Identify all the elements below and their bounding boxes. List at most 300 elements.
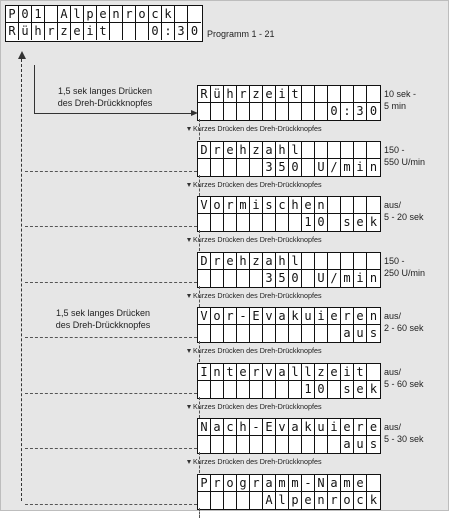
- header-row-2-cell: :: [162, 23, 175, 40]
- screen-display-row-2: [198, 159, 380, 176]
- screen-row-1-cell: u: [315, 419, 328, 436]
- screen-row-1-cell: R: [198, 86, 211, 103]
- screen-row-2-cell: p: [289, 492, 302, 509]
- screen-display-row-1: [198, 364, 380, 381]
- screen-row-1-cell: [302, 253, 315, 270]
- program-range-label: Programm 1 - 21: [207, 29, 275, 39]
- short-press-text: Kurzes Drücken des Dreh-Drückknopfes: [193, 179, 322, 189]
- screen-row-2-cell: [328, 214, 341, 231]
- screen-row-2-cell: 5: [276, 270, 289, 287]
- screen-row-1-cell: r: [211, 142, 224, 159]
- screen-row-1-cell: e: [224, 253, 237, 270]
- screen-row-2-cell: [315, 436, 328, 453]
- screen-row-2-cell: [328, 436, 341, 453]
- screen-row-2-cell: [276, 103, 289, 120]
- dashed-connector: [25, 448, 197, 449]
- screen-row-1-cell: l: [302, 364, 315, 381]
- screen-row-2-cell: l: [276, 492, 289, 509]
- dashed-connector: [25, 393, 197, 394]
- screen-row-2-cell: [289, 436, 302, 453]
- screen-row-2-cell: [224, 159, 237, 176]
- screen-row-1-cell: r: [224, 197, 237, 214]
- screen-row-2-cell: 3: [354, 103, 367, 120]
- screen-row-1-cell: [354, 253, 367, 270]
- screen-row-2-cell: r: [328, 492, 341, 509]
- screen-row-2-cell: 1: [302, 214, 315, 231]
- value-range-label: 150 - 250 U/min: [384, 255, 426, 278]
- screen-display-row-1: [198, 308, 380, 325]
- screen-row-1-cell: e: [328, 364, 341, 381]
- screen-row-1-cell: t: [354, 364, 367, 381]
- screen-row-1-cell: u: [302, 308, 315, 325]
- screen-row-1-cell: n: [367, 308, 380, 325]
- header-display-row-2: [6, 23, 201, 40]
- screen-row-1-cell: v: [276, 419, 289, 436]
- screen-row-1-cell: a: [289, 419, 302, 436]
- screen-row-1-cell: m: [289, 475, 302, 492]
- screen-row-2-cell: o: [341, 492, 354, 509]
- screen-row-2-cell: [237, 381, 250, 398]
- screen-row-1-cell: r: [354, 419, 367, 436]
- screen-row-2-cell: 0: [289, 159, 302, 176]
- screen-row-1-cell: l: [289, 142, 302, 159]
- screen-row-1-cell: [367, 475, 380, 492]
- header-row-1-cell: 0: [19, 6, 32, 23]
- screen-row-2-cell: [224, 325, 237, 342]
- screen-row-2-cell: 0: [328, 103, 341, 120]
- screen-row-1-cell: h: [237, 142, 250, 159]
- down-triangle-icon: [187, 349, 191, 353]
- header-row-2-cell: [110, 23, 123, 40]
- header-row-2-cell: [136, 23, 149, 40]
- entry-line-horizontal: [34, 113, 192, 114]
- screen-row-2-cell: i: [354, 159, 367, 176]
- screen-row-2-cell: U: [315, 270, 328, 287]
- dashed-connector: [25, 226, 197, 227]
- header-display: [5, 5, 203, 42]
- screen-row-1-cell: v: [263, 364, 276, 381]
- screen-row-1-cell: [367, 364, 380, 381]
- screen-row-2-cell: [263, 103, 276, 120]
- screen-row-2-cell: [315, 325, 328, 342]
- header-row-1-cell: [45, 6, 58, 23]
- screen-display: [197, 474, 381, 510]
- screen-row-2-cell: [302, 436, 315, 453]
- screen-row-1-cell: i: [341, 364, 354, 381]
- screen-row-2-cell: [302, 270, 315, 287]
- entry-line: [34, 65, 35, 113]
- dashed-connector: [25, 337, 197, 338]
- screen-row-2-cell: [237, 103, 250, 120]
- screen-row-2-cell: A: [263, 492, 276, 509]
- screen-row-1-cell: [341, 253, 354, 270]
- screen-row-2-cell: [289, 325, 302, 342]
- screen-row-2-cell: [250, 381, 263, 398]
- header-row-1-cell: k: [162, 6, 175, 23]
- screen-row-2-cell: [224, 492, 237, 509]
- screen-row-1-cell: [328, 142, 341, 159]
- screen-row-1-cell: a: [276, 308, 289, 325]
- header-row-1-cell: A: [58, 6, 71, 23]
- screen-row-2-cell: [276, 214, 289, 231]
- short-press-text: Kurzes Drücken des Dreh-Drückknopfes: [193, 457, 322, 466]
- screen-row-2-cell: n: [369, 159, 378, 174]
- screen-row-1-cell: -: [237, 308, 250, 325]
- screen-display: [197, 307, 381, 343]
- screen-row-1-cell: E: [250, 308, 263, 325]
- screen-row-1-cell: [315, 253, 328, 270]
- screen-display-row-2: [198, 381, 380, 398]
- screen-row-1-cell: r: [237, 86, 250, 103]
- screen-row-1-cell: a: [263, 475, 276, 492]
- screen-row-2-cell: [250, 214, 263, 231]
- screen-row-1-cell: I: [198, 364, 211, 381]
- screen-row-2-cell: e: [354, 214, 367, 231]
- header-row-1-cell: e: [97, 6, 110, 23]
- screen-row-1-cell: [341, 142, 354, 159]
- dashed-connector: [25, 504, 197, 505]
- short-press-note: [187, 457, 322, 466]
- screen-display-row-1: [198, 86, 380, 103]
- screen-row-2-cell: k: [369, 215, 378, 229]
- header-row-2-cell: r: [45, 23, 58, 40]
- screen-row-2-cell: [211, 159, 224, 176]
- screen-display: [197, 418, 381, 454]
- screen-row-1-cell: i: [328, 419, 341, 436]
- screen-row-2-cell: k: [369, 492, 378, 507]
- screen-row-1-cell: E: [263, 419, 276, 436]
- screen-row-1-cell: V: [198, 308, 211, 325]
- screen-row-1-cell: c: [224, 419, 237, 436]
- screen-row-2-cell: [263, 325, 276, 342]
- screen-row-1-cell: z: [250, 142, 263, 159]
- header-row-1-cell: o: [136, 6, 149, 23]
- header-row-1-cell: [175, 6, 188, 23]
- screen-row-2-cell: /: [328, 159, 341, 176]
- screen-row-2-cell: [289, 214, 302, 231]
- header-row-1-cell: P: [6, 6, 19, 23]
- screen-row-1-cell: r: [211, 475, 224, 492]
- screen-row-2-cell: a: [341, 325, 354, 342]
- screen-row-1-cell: z: [250, 253, 263, 270]
- screen-row-1-cell: c: [276, 197, 289, 214]
- screen-row-2-cell: [211, 436, 224, 453]
- header-row-1-cell: p: [84, 6, 97, 23]
- down-triangle-icon: [187, 294, 191, 298]
- down-triangle-icon: [187, 183, 191, 187]
- screen-row-2-cell: [211, 381, 224, 398]
- header-row-2-cell: t: [97, 23, 110, 40]
- screen-row-1-cell: [302, 142, 315, 159]
- screen-display-row-2: [198, 214, 380, 231]
- screen-row-2-cell: s: [341, 381, 354, 398]
- screen-row-2-cell: u: [354, 436, 367, 453]
- header-row-1-cell: n: [110, 6, 123, 23]
- screen-display: [197, 141, 381, 177]
- screen-row-1-cell: [328, 253, 341, 270]
- header-row-2-cell: [123, 23, 136, 40]
- screen-row-1-cell: [367, 197, 380, 214]
- screen-row-1-cell: [367, 86, 380, 103]
- screen-row-1-cell: l: [289, 253, 302, 270]
- screen-row-1-cell: h: [237, 253, 250, 270]
- screen-row-1-cell: e: [237, 364, 250, 381]
- screen-row-2-cell: [276, 325, 289, 342]
- screen-row-2-cell: 3: [263, 270, 276, 287]
- screen-row-1-cell: h: [276, 253, 289, 270]
- screen-row-1-cell: t: [289, 86, 302, 103]
- screen-display-row-1: [198, 419, 380, 436]
- short-press-note: [187, 124, 322, 133]
- screen-row-1-cell: n: [211, 364, 224, 381]
- screen-row-2-cell: [302, 103, 315, 120]
- screen-row-1-cell: s: [263, 197, 276, 214]
- screen-row-2-cell: [198, 436, 211, 453]
- screen-row-2-cell: 3: [263, 159, 276, 176]
- screen-row-2-cell: [211, 492, 224, 509]
- screen-row-2-cell: [250, 159, 263, 176]
- header-row-1-cell: [188, 6, 201, 23]
- screen-row-2-cell: [224, 103, 237, 120]
- screen-row-1-cell: k: [289, 308, 302, 325]
- screen-display-row-1: [198, 142, 380, 159]
- screen-row-1-cell: z: [315, 364, 328, 381]
- screen-row-1-cell: D: [198, 142, 211, 159]
- screen-row-1-cell: m: [237, 197, 250, 214]
- screen-row-2-cell: [250, 103, 263, 120]
- screen-display-row-2: [198, 436, 380, 453]
- screen-row-1-cell: k: [302, 419, 315, 436]
- value-range-label: 10 sek - 5 min: [384, 89, 417, 111]
- screen-row-2-cell: [328, 381, 341, 398]
- dashed-connector: [25, 282, 197, 283]
- screen-row-2-cell: [198, 381, 211, 398]
- screen-row-1-cell: [367, 142, 380, 159]
- value-range-label: aus/ 5 - 30 sek: [384, 422, 424, 444]
- screen-row-1-cell: o: [224, 475, 237, 492]
- screen-display-row-2: [198, 325, 380, 342]
- screen-row-1-cell: r: [250, 364, 263, 381]
- screen-row-1-cell: -: [302, 475, 315, 492]
- header-row-2-cell: z: [58, 23, 71, 40]
- long-press-instruction-2: 1,5 sek langes Drücken des Dreh-Drückknopfes: [55, 308, 151, 330]
- screen-row-2-cell: [211, 103, 224, 120]
- screen-row-2-cell: [328, 325, 341, 342]
- header-row-2-cell: ü: [19, 23, 32, 40]
- screen-row-2-cell: [198, 159, 211, 176]
- screen-row-1-cell: i: [276, 86, 289, 103]
- screen-row-2-cell: m: [341, 270, 354, 287]
- screen-row-2-cell: e: [354, 381, 367, 398]
- screen-row-2-cell: [224, 381, 237, 398]
- screen-display-row-1: [198, 475, 380, 492]
- screen-row-2-cell: [198, 270, 211, 287]
- screen-row-1-cell: h: [224, 86, 237, 103]
- header-row-2-cell: h: [32, 23, 45, 40]
- screen-row-2-cell: [276, 381, 289, 398]
- screen-row-2-cell: /: [328, 270, 341, 287]
- screen-row-1-cell: a: [276, 364, 289, 381]
- long-press-instruction-1: 1,5 sek langes Drücken des Dreh-Drückknopfes: [57, 86, 153, 108]
- screen-row-1-cell: [315, 142, 328, 159]
- value-range-label: aus/ 5 - 20 sek: [384, 200, 424, 222]
- screen-row-2-cell: [211, 214, 224, 231]
- screen-row-2-cell: 1: [302, 381, 315, 398]
- screen-row-1-cell: [354, 142, 367, 159]
- screen-row-2-cell: [224, 436, 237, 453]
- screen-row-1-cell: [302, 86, 315, 103]
- screen-row-1-cell: -: [250, 419, 263, 436]
- screen-row-1-cell: i: [315, 308, 328, 325]
- screen-row-1-cell: o: [211, 308, 224, 325]
- screen-row-1-cell: h: [276, 142, 289, 159]
- screen-row-2-cell: [289, 103, 302, 120]
- header-row-2-cell: i: [84, 23, 97, 40]
- screen-row-1-cell: h: [237, 419, 250, 436]
- header-row-1-cell: l: [71, 6, 84, 23]
- screen-row-2-cell: [289, 381, 302, 398]
- header-row-2-cell: 3: [175, 23, 188, 40]
- screen-row-2-cell: [302, 325, 315, 342]
- screen-row-2-cell: [250, 436, 263, 453]
- screen-row-1-cell: e: [224, 142, 237, 159]
- screen-row-2-cell: [237, 436, 250, 453]
- screen-row-1-cell: e: [354, 475, 367, 492]
- screen-row-2-cell: 0: [369, 104, 378, 118]
- screen-row-2-cell: [263, 381, 276, 398]
- screen-row-1-cell: t: [224, 364, 237, 381]
- screen-row-1-cell: e: [354, 308, 367, 325]
- return-arrow-line: [21, 59, 22, 501]
- up-arrow-icon: [18, 51, 26, 59]
- screen-row-1-cell: [341, 197, 354, 214]
- screen-row-1-cell: h: [289, 197, 302, 214]
- header-row-2-cell: e: [71, 23, 84, 40]
- screen-row-1-cell: [328, 86, 341, 103]
- screen-row-2-cell: [224, 214, 237, 231]
- short-press-text: Kurzes Drücken des Dreh-Drückknopfes: [193, 124, 322, 133]
- short-press-note: [187, 291, 322, 300]
- header-row-2-cell: R: [6, 23, 19, 40]
- short-press-note: [187, 346, 322, 355]
- screen-row-1-cell: N: [198, 419, 211, 436]
- screen-row-2-cell: m: [341, 159, 354, 176]
- short-press-text: Kurzes Drücken des Dreh-Drückknopfes: [193, 346, 322, 355]
- screen-display: [197, 196, 381, 232]
- screen-row-1-cell: o: [211, 197, 224, 214]
- header-row-1-cell: r: [123, 6, 136, 23]
- screen-row-2-cell: U: [315, 159, 328, 176]
- short-press-note: [187, 402, 322, 411]
- screen-row-2-cell: 5: [276, 159, 289, 176]
- screen-row-1-cell: r: [224, 308, 237, 325]
- screen-row-1-cell: r: [211, 253, 224, 270]
- dashed-connector: [25, 171, 197, 172]
- screen-row-1-cell: a: [211, 419, 224, 436]
- screen-row-1-cell: ü: [211, 86, 224, 103]
- screen-display-row-2: [198, 492, 380, 509]
- screen-row-2-cell: [237, 159, 250, 176]
- short-press-note: [187, 235, 322, 244]
- screen-row-1-cell: m: [341, 475, 354, 492]
- screen-row-2-cell: [302, 159, 315, 176]
- short-press-text: Kurzes Drücken des Dreh-Drückknopfes: [193, 290, 322, 300]
- header-row-1-cell: 1: [32, 6, 45, 23]
- screen-row-2-cell: [237, 214, 250, 231]
- screen-row-1-cell: g: [237, 475, 250, 492]
- screen-row-2-cell: 0: [315, 214, 328, 231]
- screen-row-2-cell: c: [354, 492, 367, 509]
- screen-row-2-cell: [237, 270, 250, 287]
- screen-row-1-cell: i: [250, 197, 263, 214]
- screen-row-1-cell: e: [263, 86, 276, 103]
- value-range-label: 150 - 550 U/min: [384, 144, 426, 167]
- header-row-1-cell: c: [149, 6, 162, 23]
- screen-row-1-cell: V: [198, 197, 211, 214]
- screen-row-1-cell: a: [328, 475, 341, 492]
- screen-row-2-cell: [237, 492, 250, 509]
- screen-row-2-cell: i: [354, 270, 367, 287]
- screen-row-1-cell: e: [341, 419, 354, 436]
- screen-row-1-cell: r: [341, 308, 354, 325]
- screen-row-1-cell: [367, 253, 380, 270]
- down-triangle-icon: [187, 238, 191, 242]
- dashed-drop-line: [199, 508, 200, 518]
- screen-row-1-cell: [354, 197, 367, 214]
- screen-row-2-cell: k: [369, 381, 378, 396]
- screen-display-row-1: [198, 253, 380, 270]
- screen-display-row-2: [198, 103, 380, 120]
- screen-row-2-cell: [198, 103, 211, 120]
- screen-row-2-cell: s: [369, 437, 378, 451]
- screen-row-1-cell: l: [289, 364, 302, 381]
- screen-row-2-cell: [198, 492, 211, 509]
- screen-row-2-cell: :: [341, 103, 354, 120]
- screen-row-1-cell: [354, 86, 367, 103]
- screen-row-2-cell: [315, 103, 328, 120]
- screen-row-1-cell: [341, 86, 354, 103]
- screen-row-1-cell: e: [367, 419, 380, 436]
- screen-row-1-cell: m: [276, 475, 289, 492]
- screen-row-2-cell: [250, 492, 263, 509]
- screen-row-2-cell: s: [341, 214, 354, 231]
- screen-display: [197, 85, 381, 121]
- screen-row-2-cell: e: [302, 492, 315, 509]
- screen-row-1-cell: a: [263, 142, 276, 159]
- screen-row-2-cell: 0: [315, 381, 328, 398]
- screen-row-1-cell: [315, 86, 328, 103]
- screen-row-2-cell: [250, 325, 263, 342]
- screen-row-1-cell: D: [198, 253, 211, 270]
- down-triangle-icon: [187, 460, 191, 464]
- screen-row-2-cell: 0: [289, 270, 302, 287]
- screen-row-2-cell: [250, 270, 263, 287]
- screen-row-2-cell: [224, 270, 237, 287]
- screen-row-1-cell: n: [315, 197, 328, 214]
- screen-row-2-cell: [237, 325, 250, 342]
- screen-row-1-cell: e: [328, 308, 341, 325]
- screen-display: [197, 252, 381, 288]
- screen-row-1-cell: v: [263, 308, 276, 325]
- screen-row-1-cell: r: [250, 475, 263, 492]
- down-triangle-icon: [187, 405, 191, 409]
- screen-display-row-2: [198, 270, 380, 287]
- value-range-label: aus/ 5 - 60 sek: [384, 366, 424, 389]
- header-row-2-cell: 0: [190, 24, 199, 38]
- screen-row-2-cell: [263, 214, 276, 231]
- short-press-text: Kurzes Drücken des Dreh-Drückknopfes: [193, 401, 322, 411]
- screen-row-2-cell: n: [315, 492, 328, 509]
